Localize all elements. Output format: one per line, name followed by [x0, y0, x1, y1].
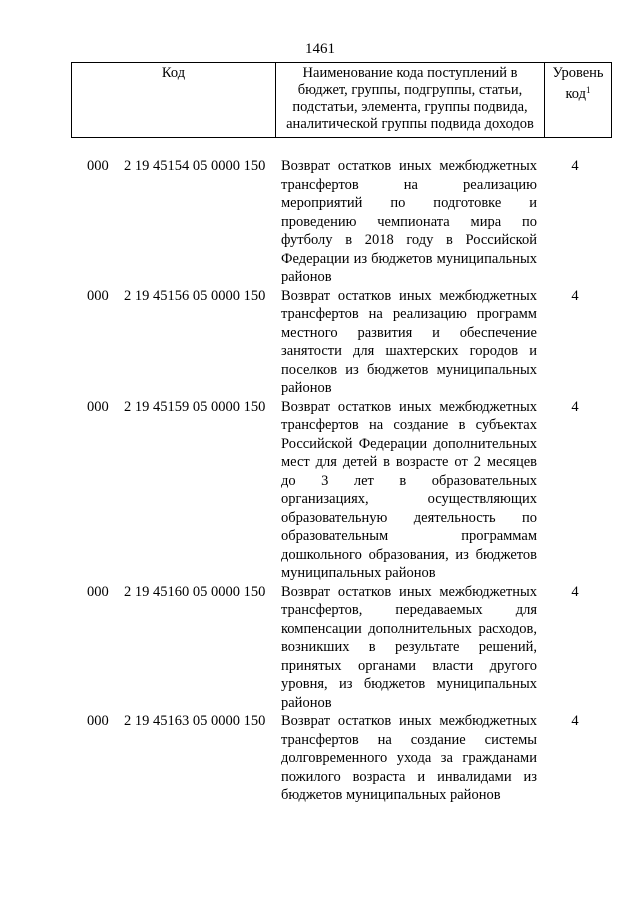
- row-revenue-code: 2 19 45156 05 0000 150: [124, 287, 266, 304]
- row-level: 4: [571, 583, 579, 600]
- row-revenue-code: 2 19 45160 05 0000 150: [124, 583, 266, 600]
- row-description: Возврат остатков иных межбюджетных трансфертов на создание в субъектах Российской Федерации дополнительных мест для детей в возрасте от 2 месяцев до 3 лет в образовательных организациях, осуществляющих образовательную деятельность по образовательным программам дошкольного образования, из бюджетов муниципальных районов: [281, 398, 537, 581]
- table-header: [71, 62, 612, 138]
- header-level: [545, 63, 611, 137]
- row-description: Возврат остатков иных межбюджетных трансфертов, передаваемых для компенсации дополнительных расходов, возникших в результате решений, принятых органами власти другого уровня, из бюджетов муниципальных районов: [281, 583, 537, 711]
- table-row: [0, 712, 640, 805]
- row-level: 4: [571, 713, 579, 729]
- row-revenue-code: 2 19 45163 05 0000 150: [124, 713, 266, 729]
- row-level: 4: [571, 287, 579, 304]
- row-description: Возврат остатков иных межбюджетных трансфертов на создание системы долговременного ухода за гражданами пожилого возраста и инвалидами из бюджетов муниципальных районов: [281, 713, 537, 803]
- header-code: Код: [72, 63, 276, 137]
- table-row: [0, 157, 640, 287]
- row-level: 4: [571, 398, 579, 415]
- row-level: 4: [571, 158, 579, 174]
- table-body: [0, 157, 640, 805]
- row-admin-code: 000: [87, 398, 109, 415]
- header-name: Наименование кода поступлений в бюджет, группы, подгруппы, статьи, подстатьи, элемента, группы подвида, аналитической группы подвида доходов: [276, 63, 545, 137]
- page-number: 1461: [305, 41, 335, 57]
- table-row: [0, 398, 640, 583]
- row-description: Возврат остатков иных межбюджетных трансфертов на реализацию мероприятий по подготовке и проведению чемпионата мира по футболу в 2018 году в Российской Федерации из бюджетов муниципальных районов: [281, 158, 537, 285]
- row-description: Возврат остатков иных межбюджетных трансфертов на реализацию программ местного развития и обеспечение занятости для шахтерских городов и поселков из бюджетов муниципальных районов: [281, 287, 537, 396]
- row-admin-code: 000: [87, 287, 109, 304]
- header-level-footnote: 1: [586, 85, 591, 95]
- table-row: [0, 583, 640, 713]
- row-revenue-code: 2 19 45159 05 0000 150: [124, 398, 266, 415]
- row-admin-code: 000: [87, 713, 109, 729]
- row-admin-code: 000: [87, 158, 109, 174]
- row-revenue-code: 2 19 45154 05 0000 150: [124, 158, 266, 174]
- header-level-label: Уровень код: [552, 65, 604, 102]
- table-row: [0, 287, 640, 398]
- row-admin-code: 000: [87, 583, 109, 600]
